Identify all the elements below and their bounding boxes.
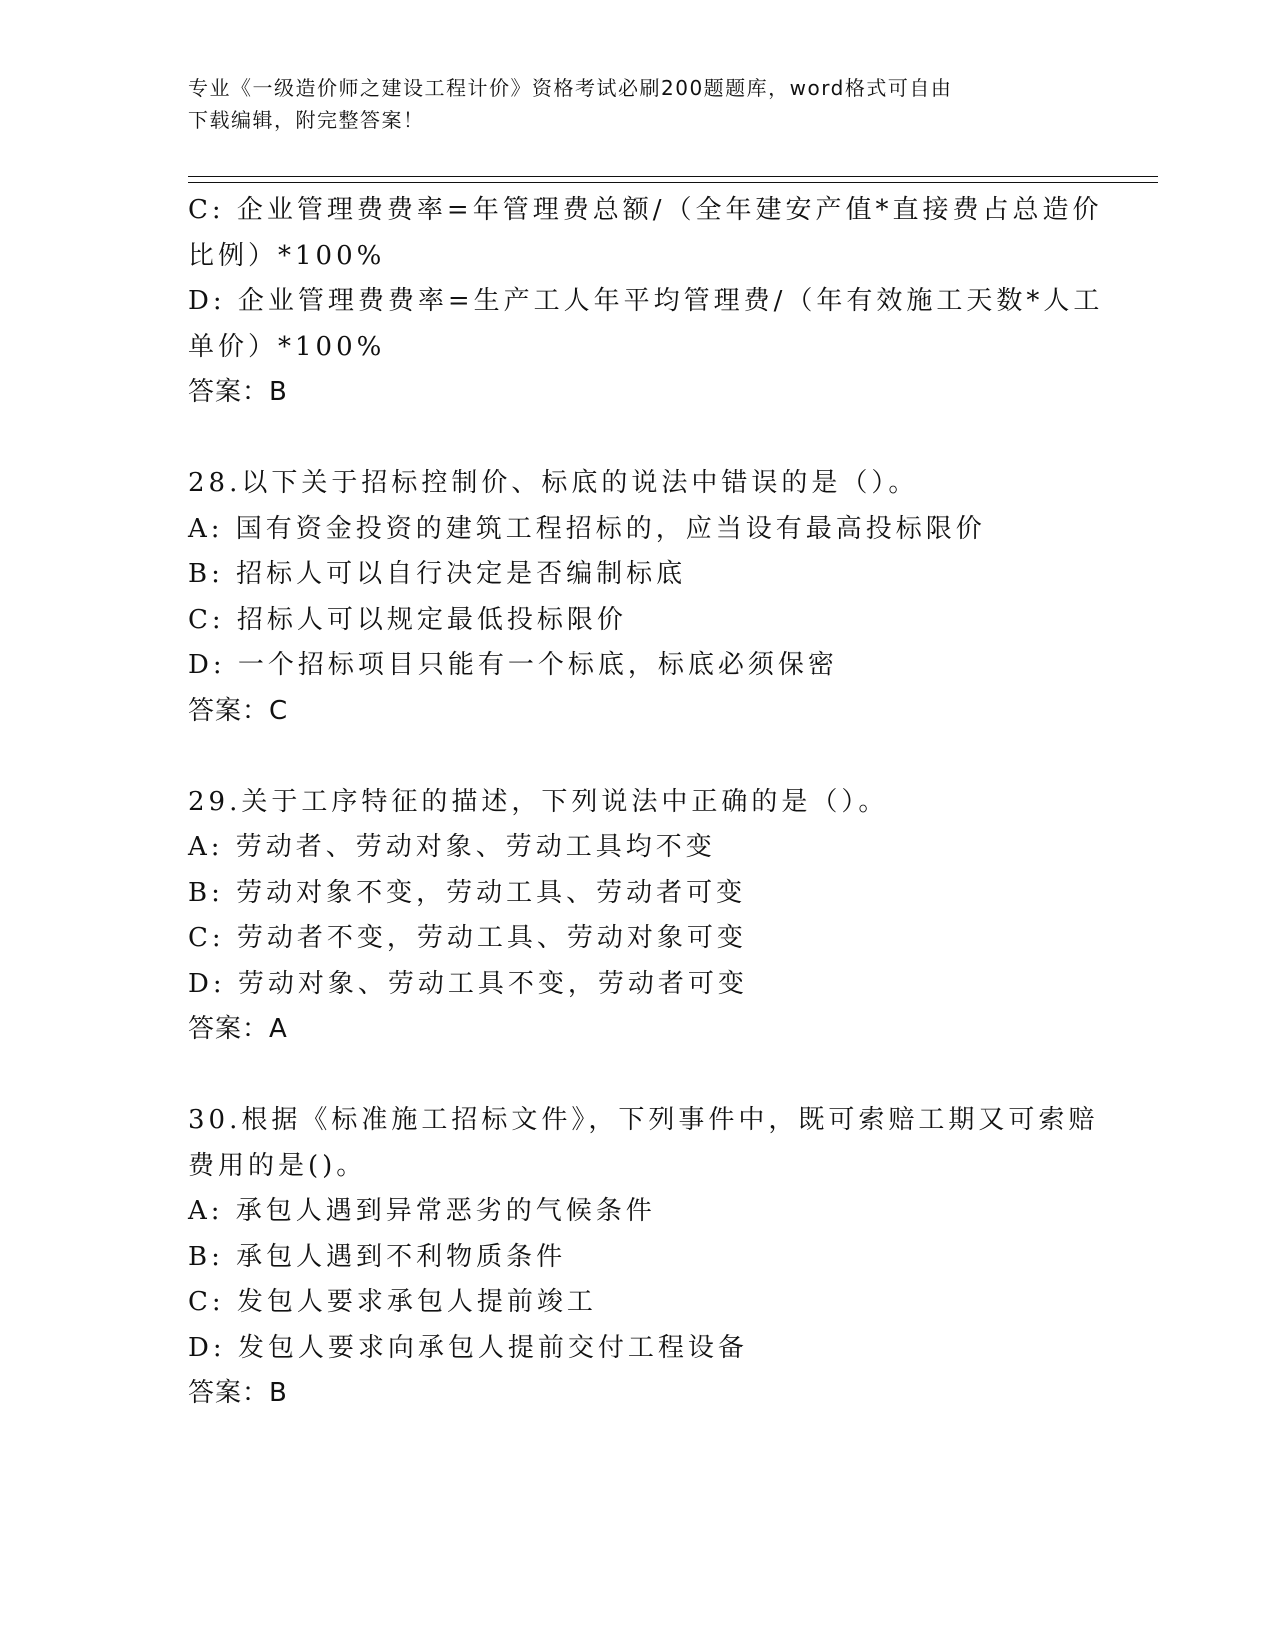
option-a: A: 劳动者、劳动对象、劳动工具均不变 <box>188 832 716 862</box>
option-c: C: 发包人要求承包人提前竣工 <box>188 1287 597 1317</box>
question-30 <box>188 1098 1099 1417</box>
question-stem: 29.关于工序特征的描述，下列说法中正确的是（）。 <box>188 786 889 817</box>
question-stem-line-1: 30.根据《标准施工招标文件》，下列事件中，既可索赔工期又可索赔 <box>188 1105 1099 1135</box>
option-c: C: 劳动者不变，劳动工具、劳动对象可变 <box>188 923 747 953</box>
spacer <box>188 1053 1088 1099</box>
answer-line: 答案：A <box>188 1014 288 1044</box>
spacer <box>188 734 1088 780</box>
question-29 <box>188 780 1088 1053</box>
option-d-line-2: 单价）*100% <box>188 331 386 362</box>
option-a: A: 承包人遇到异常恶劣的气候条件 <box>188 1196 656 1226</box>
answer-line: 答案：B <box>188 377 288 407</box>
option-b: B: 劳动对象不变，劳动工具、劳动者可变 <box>188 877 747 908</box>
header-line-2: 下载编辑，附完整答案！ <box>188 108 425 132</box>
question-28 <box>188 461 1088 734</box>
spacer <box>188 416 1088 462</box>
prev-question-block <box>188 188 1104 416</box>
option-d: D: 发包人要求向承包人提前交付工程设备 <box>188 1332 748 1363</box>
option-d: D: 劳动对象、劳动工具不变，劳动者可变 <box>188 968 748 999</box>
option-a: A: 国有资金投资的建筑工程招标的，应当设有最高投标限价 <box>188 513 986 544</box>
answer-line: 答案：C <box>188 695 289 726</box>
answer-line: 答案：B <box>188 1378 288 1408</box>
option-b: B: 招标人可以自行决定是否编制标底 <box>188 559 687 589</box>
document-header <box>188 72 1068 136</box>
question-content <box>188 188 1104 1417</box>
header-line-1: 专业《一级造价师之建设工程计价》资格考试必刷200题题库，word格式可自由 <box>188 76 953 100</box>
option-c: C: 招标人可以规定最低投标限价 <box>188 604 627 635</box>
option-c-line-1: C: 企业管理费费率=年管理费总额/（全年建安产值*直接费占总造价 <box>188 195 1103 225</box>
question-stem-line-2: 费用的是()。 <box>188 1150 367 1181</box>
question-stem: 28.以下关于招标控制价、标底的说法中错误的是（）。 <box>188 468 919 498</box>
option-c-line-2: 比例）*100% <box>188 240 386 271</box>
option-b: B: 承包人遇到不利物质条件 <box>188 1241 567 1272</box>
option-d: D: 一个招标项目只能有一个标底，标底必须保密 <box>188 650 838 680</box>
option-d-line-1: D: 企业管理费费率=生产工人年平均管理费/（年有效施工天数*人工 <box>188 286 1104 316</box>
header-divider-top <box>188 176 1158 177</box>
header-divider-bottom <box>188 182 1158 183</box>
